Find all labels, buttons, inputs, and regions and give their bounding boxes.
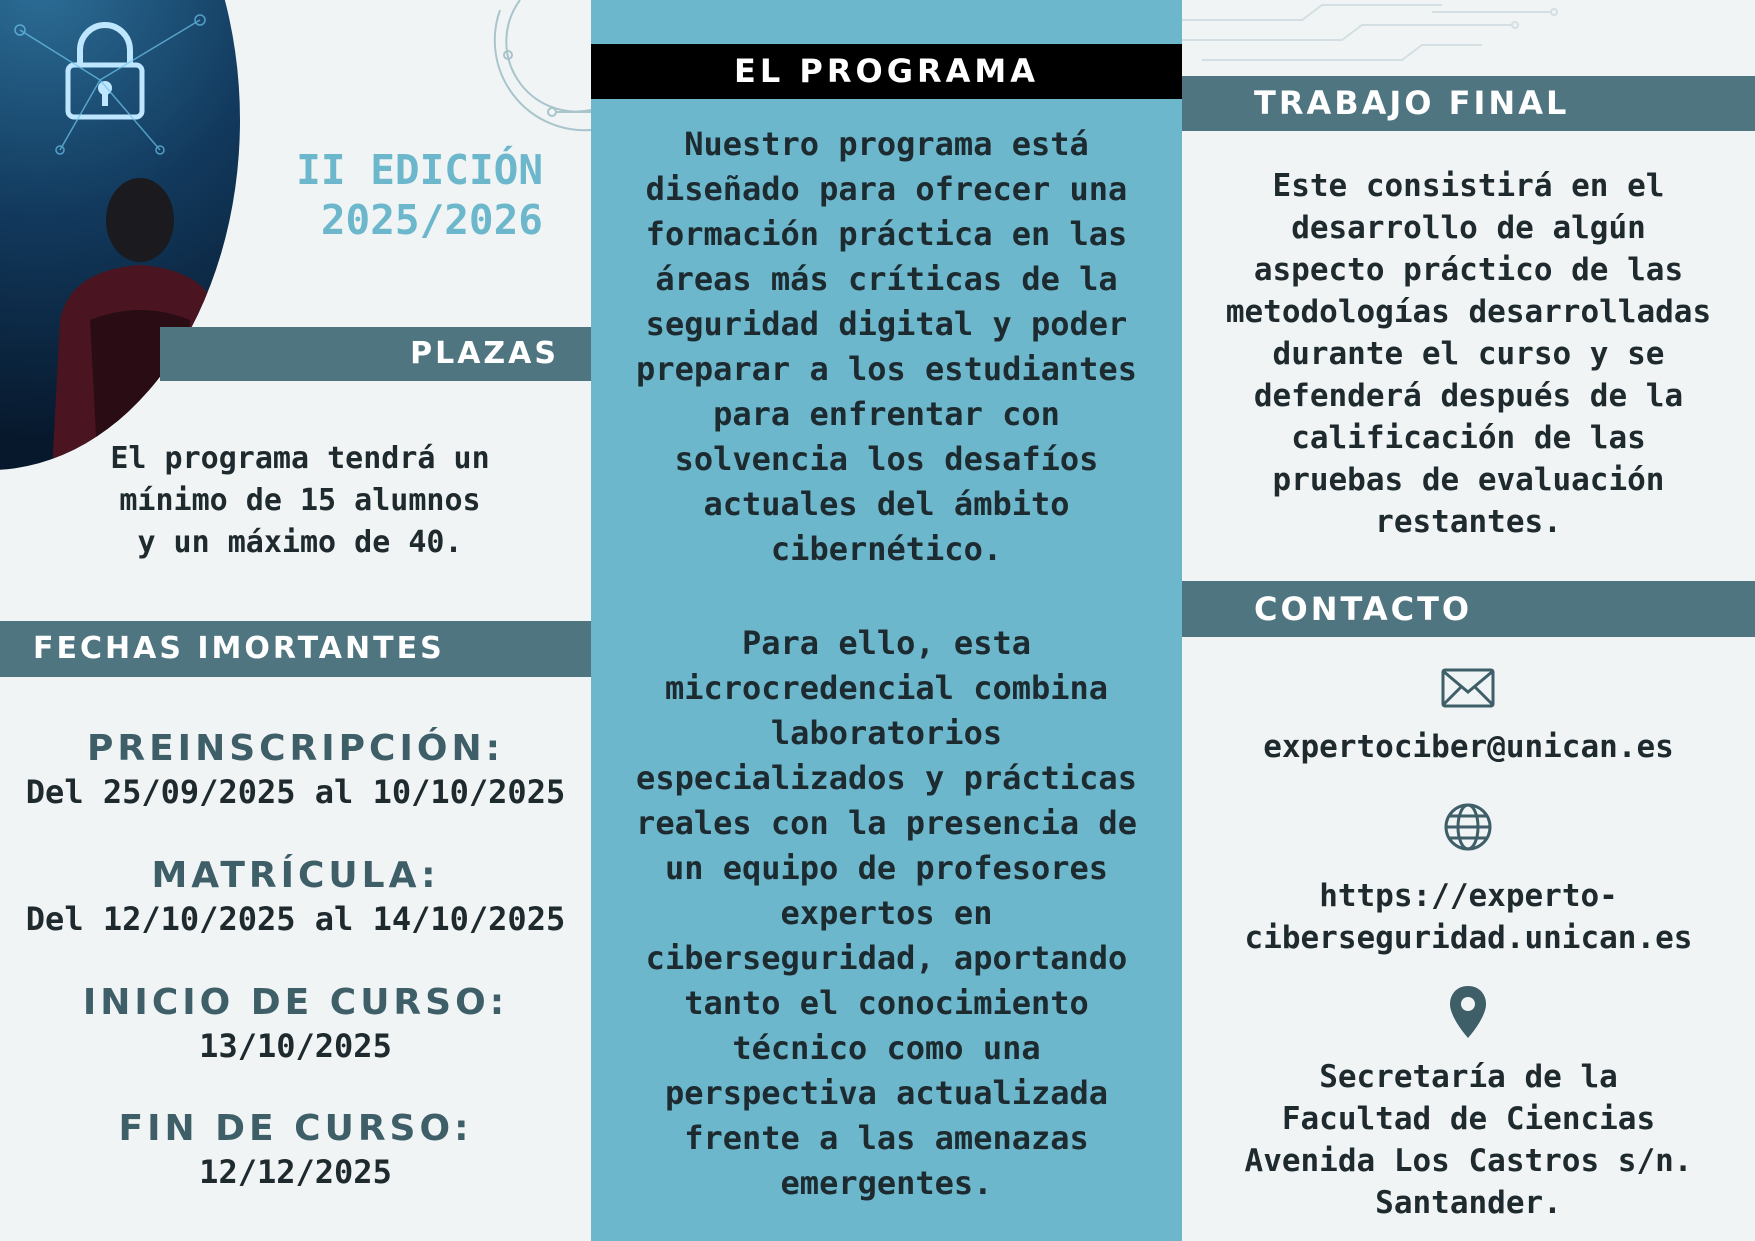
text-line: seguridad digital y poder bbox=[645, 305, 1128, 343]
text-line: emergentes. bbox=[780, 1164, 993, 1202]
plazas-line: El programa tendrá un bbox=[110, 441, 490, 476]
text-line: especializados y prácticas bbox=[636, 759, 1137, 797]
contact-email[interactable]: expertociber@unican.es bbox=[1263, 729, 1674, 765]
date-label: INICIO DE CURSO: bbox=[82, 982, 509, 1023]
contacto-header: CONTACTO bbox=[1182, 581, 1755, 637]
address-line: Avenida Los Castros s/n. bbox=[1244, 1143, 1693, 1179]
address-line: Facultad de Ciencias bbox=[1281, 1101, 1656, 1137]
edition-year: 2025/2026 bbox=[320, 196, 543, 244]
text-line: perspectiva actualizada bbox=[664, 1074, 1109, 1112]
text-line: técnico como una bbox=[732, 1029, 1041, 1067]
text-line: Este consistirá en el bbox=[1272, 168, 1665, 204]
date-value: Del 12/10/2025 al 14/10/2025 bbox=[25, 900, 566, 938]
date-fin bbox=[0, 1106, 591, 1192]
date-value: 12/12/2025 bbox=[199, 1153, 392, 1191]
text-line: un equipo de profesores bbox=[664, 849, 1109, 887]
text-line: calificación de las bbox=[1291, 420, 1646, 456]
date-label: PREINSCRIPCIÓN: bbox=[86, 728, 504, 769]
hooded-person-silhouette bbox=[30, 150, 240, 470]
plazas-header: PLAZAS bbox=[160, 327, 591, 381]
text-line: ciberseguridad, aportando bbox=[645, 939, 1128, 977]
text-line: tanto el conocimiento bbox=[684, 984, 1089, 1022]
date-value: Del 25/09/2025 al 10/10/2025 bbox=[25, 773, 566, 811]
edition-heading bbox=[296, 145, 543, 245]
plazas-line: mínimo de 15 alumnos bbox=[119, 483, 481, 518]
contact-address bbox=[1182, 1056, 1755, 1224]
text-line: durante el curso y se bbox=[1272, 336, 1665, 372]
plazas-line: y un máximo de 40. bbox=[137, 525, 463, 560]
text-line: laboratorios bbox=[770, 714, 1003, 752]
address-line: Santander. bbox=[1375, 1185, 1562, 1221]
text-line: expertos en bbox=[780, 894, 993, 932]
date-label: MATRÍCULA: bbox=[151, 855, 440, 896]
text-line: Para ello, esta bbox=[742, 624, 1031, 662]
circuit-lines-decoration bbox=[1182, 0, 1582, 76]
trabajo-final-header: TRABAJO FINAL bbox=[1182, 76, 1755, 131]
date-label: FIN DE CURSO: bbox=[118, 1108, 473, 1149]
contact-website[interactable] bbox=[1182, 875, 1755, 959]
text-line: para enfrentar con bbox=[713, 395, 1060, 433]
location-pin-icon bbox=[1438, 982, 1498, 1042]
text-line: aspecto práctico de las bbox=[1253, 252, 1684, 288]
text-line: cibernético. bbox=[770, 530, 1003, 568]
fechas-header: FECHAS IMORTANTES bbox=[0, 621, 591, 677]
date-matricula bbox=[0, 853, 591, 939]
circuit-arc-decoration bbox=[480, 0, 591, 140]
address-line: Secretaría de la bbox=[1319, 1059, 1618, 1095]
text-line: pruebas de evaluación bbox=[1272, 462, 1665, 498]
website-line: https://experto- bbox=[1319, 878, 1618, 914]
date-inicio bbox=[0, 980, 591, 1066]
globe-icon bbox=[1438, 797, 1498, 857]
text-line: frente a las amenazas bbox=[684, 1119, 1089, 1157]
text-line: actuales del ámbito bbox=[703, 485, 1070, 523]
text-line: metodologías desarrolladas bbox=[1225, 294, 1712, 330]
text-line: defenderá después de la bbox=[1253, 378, 1684, 414]
plazas-description bbox=[60, 438, 540, 564]
text-line: solvencia los desafíos bbox=[674, 440, 1099, 478]
date-value: 13/10/2025 bbox=[199, 1027, 392, 1065]
programa-header: EL PROGRAMA bbox=[591, 44, 1182, 99]
edition-label: II EDICIÓN bbox=[296, 146, 543, 194]
programa-paragraph-1 bbox=[603, 122, 1170, 572]
middle-panel bbox=[591, 0, 1182, 1241]
left-panel bbox=[0, 0, 591, 1241]
right-panel bbox=[1182, 0, 1755, 1241]
text-line: formación práctica en las bbox=[645, 215, 1128, 253]
text-line: áreas más críticas de la bbox=[655, 260, 1118, 298]
website-line: ciberseguridad.unican.es bbox=[1244, 920, 1693, 956]
programa-paragraph-2 bbox=[603, 621, 1170, 1206]
cyber-hero-image bbox=[0, 0, 240, 470]
text-line: desarrollo de algún bbox=[1291, 210, 1646, 246]
text-line: Nuestro programa está bbox=[684, 125, 1089, 163]
envelope-icon bbox=[1438, 658, 1498, 718]
date-preinscripcion bbox=[0, 726, 591, 812]
text-line: preparar a los estudiantes bbox=[636, 350, 1137, 388]
trabajo-final-description bbox=[1192, 165, 1745, 543]
text-line: restantes. bbox=[1375, 504, 1562, 540]
text-line: reales con la presencia de bbox=[636, 804, 1137, 842]
text-line: microcredencial combina bbox=[664, 669, 1109, 707]
text-line: diseñado para ofrecer una bbox=[645, 170, 1128, 208]
